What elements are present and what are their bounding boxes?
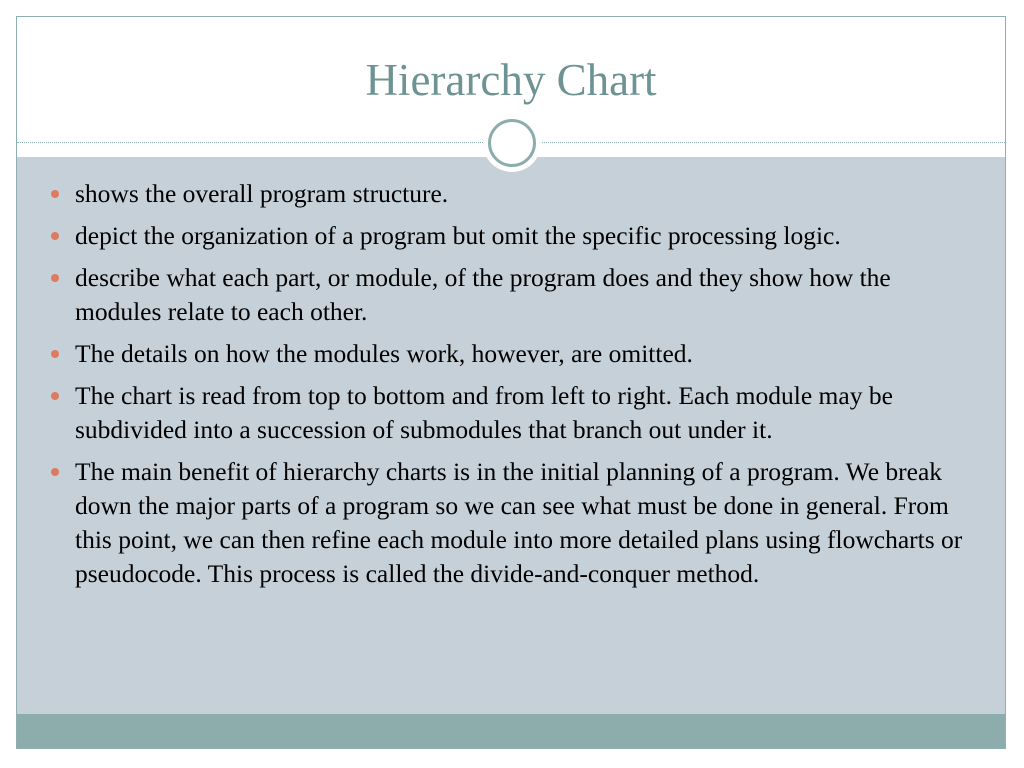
ring-inner (488, 119, 536, 167)
bullet-dot-icon (51, 350, 59, 358)
bullet-item (47, 455, 982, 591)
bullet-item (47, 337, 982, 371)
bullet-item (47, 379, 982, 447)
bullet-dot-icon (51, 274, 59, 282)
slide-frame (16, 16, 1006, 749)
bullet-text: describe what each part, or module, of the program does and they show how the modules relate to each other. (75, 263, 891, 326)
bullet-text: The main benefit of hierarchy charts is in the initial planning of a program. We break down the major parts of a program so we can see what must be done in general. From this point, we can then refine each module into more detailed plans using flowcharts or pseudocode. This process is called the divide-and-conquer method. (75, 457, 963, 588)
bullet-dot-icon (51, 392, 59, 400)
bullet-dot-icon (51, 190, 59, 198)
bullet-dot-icon (51, 468, 59, 476)
bullet-text: The chart is read from top to bottom and from left to right. Each module may be subdivided into a succession of submodules that branch out under it. (75, 381, 893, 444)
bullet-item (47, 261, 982, 329)
footer-bar (17, 714, 1005, 748)
bullet-dot-icon (51, 232, 59, 240)
bullet-text: depict the organization of a program but omit the specific processing logic. (75, 221, 841, 250)
bullet-text: shows the overall program structure. (75, 179, 449, 208)
bullet-text: The details on how the modules work, however, are omitted. (75, 339, 693, 368)
slide-title: Hierarchy Chart (365, 55, 657, 105)
bullet-item (47, 219, 982, 253)
bullet-list (47, 177, 982, 599)
circle-ring-icon (483, 114, 541, 172)
bullet-item (47, 177, 982, 211)
